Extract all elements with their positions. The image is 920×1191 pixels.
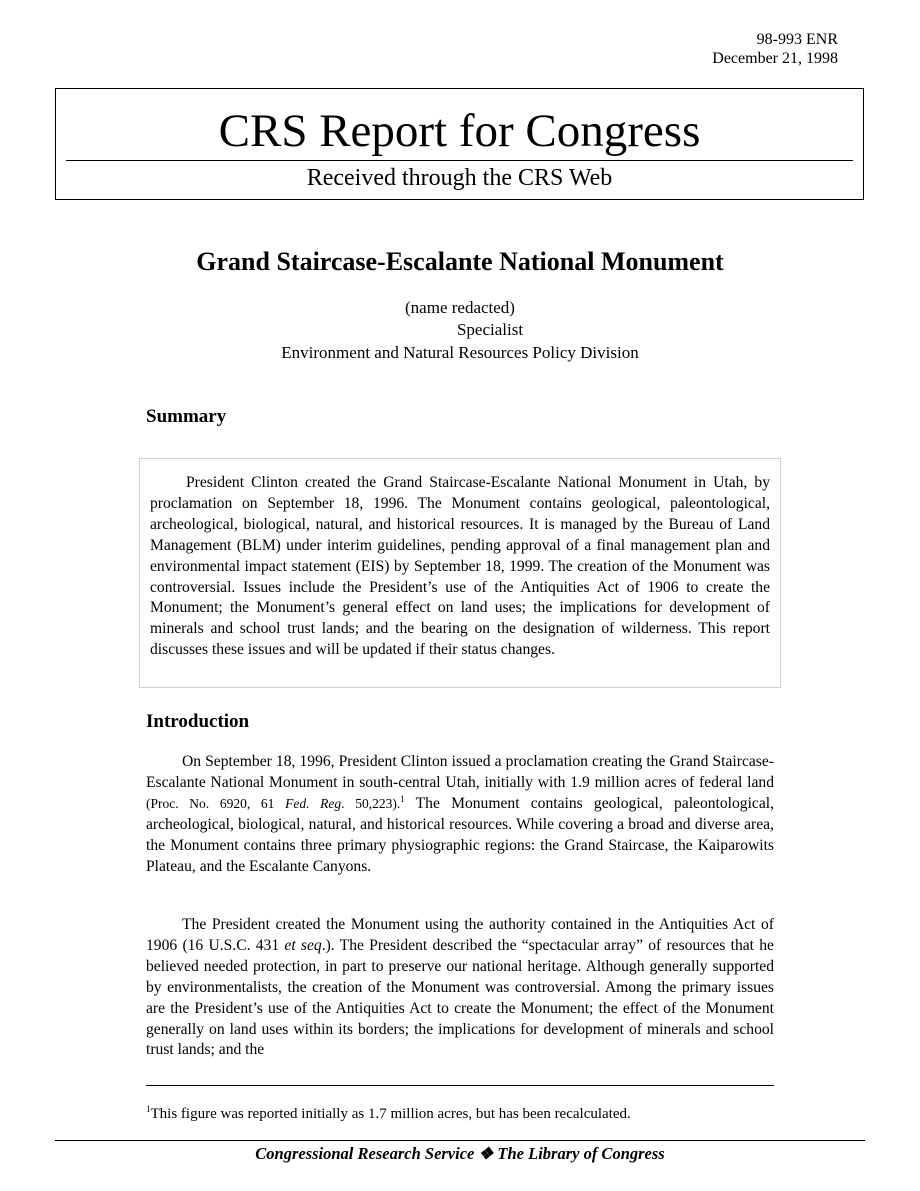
author-role: Specialist bbox=[456, 320, 524, 339]
summary-text bbox=[150, 473, 770, 661]
report-banner bbox=[55, 88, 864, 200]
footnote-mark: 1 bbox=[146, 1104, 151, 1114]
banner-rule bbox=[66, 160, 853, 161]
intro-paragraph-1 bbox=[146, 752, 774, 877]
page-footer: Congressional Research Service ❖ The Library of Congress bbox=[255, 1144, 665, 1163]
intro-p1-text-b: The Monument contains geological, paleontological, archeological, biological, natural, and historical resources. While covering a broad and diverse area, the Monument contains three primary physiographic regions: the Grand Staircase, the Kaiparowits Plateau, and the Escalante Canyons. bbox=[146, 794, 774, 875]
summary-heading: Summary bbox=[146, 406, 227, 427]
introduction-heading: Introduction bbox=[146, 711, 250, 732]
intro-paragraph-2 bbox=[146, 915, 774, 1061]
footnote-text: This figure was reported initially as 1.7 million acres, but has been recalculated. bbox=[150, 1106, 631, 1122]
citation-italic: Fed. Reg bbox=[285, 795, 342, 811]
footnote bbox=[146, 1105, 631, 1124]
summary-box bbox=[139, 458, 781, 688]
summary-paragraph: President Clinton created the Grand Staircase-Escalante National Monument in Utah, by proclamation on September 18, 1996. The Monument contains geological, paleontological, archeological, biological, natural, and historical resources. It is managed by the Bureau of Land Management (BLM) under interim guidelines, pending approval of a final management plan and environmental impact statement (EIS) by September 18, 1999. The creation of the Monument was controversial. Issues include the President’s use of the Antiquities Act of 1906 to create the Monument; the Monument’s general effect on land uses; the implications for development of minerals and school trust lands; and the bearing on the designation of wilderness. This report discusses these issues and will be updated if their status changes. bbox=[150, 474, 770, 659]
intro-p2-italic: et seq bbox=[284, 936, 322, 954]
banner-title: CRS Report for Congress bbox=[218, 105, 701, 157]
author-name: (name redacted) bbox=[405, 298, 515, 317]
footnote-rule bbox=[146, 1085, 774, 1086]
footer-rule bbox=[55, 1140, 865, 1141]
citation-text-b: . 50,223). bbox=[341, 795, 401, 811]
banner-subtitle: Received through the CRS Web bbox=[306, 165, 613, 191]
document-number: 98-993 ENR bbox=[756, 31, 838, 48]
footnote-reference[interactable]: 1 bbox=[400, 793, 405, 804]
report-title: Grand Staircase-Escalante National Monument bbox=[196, 247, 724, 276]
citation-text-a: (Proc. No. 6920, 61 bbox=[146, 795, 286, 811]
document-date: December 21, 1998 bbox=[712, 50, 838, 67]
intro-p2-text-b: .). The President described the “spectacular array” of resources that he believed needed protection, in part to preserve our national heritage. Although generally supported by environmentalists, the creation of the Monument was controversial. Among the primary issues are the President’s use of the Antiquities Act to create the Monument; the effect of the Monument generally on land uses within its borders; the implications for development of minerals and school trust lands; and the bbox=[146, 936, 774, 1059]
intro-p1-text-a: On September 18, 1996, President Clinton issued a proclamation creating the Grand Staircase-Escalante National Monument in south-central Utah, initially with 1.9 million acres of federal land bbox=[146, 753, 774, 791]
author-division: Environment and Natural Resources Policy Division bbox=[281, 343, 639, 362]
intro-p2-text-a: The President created the Monument using the authority contained in the Antiquities Act of 1906 (16 U.S.C. 431 bbox=[146, 916, 774, 954]
